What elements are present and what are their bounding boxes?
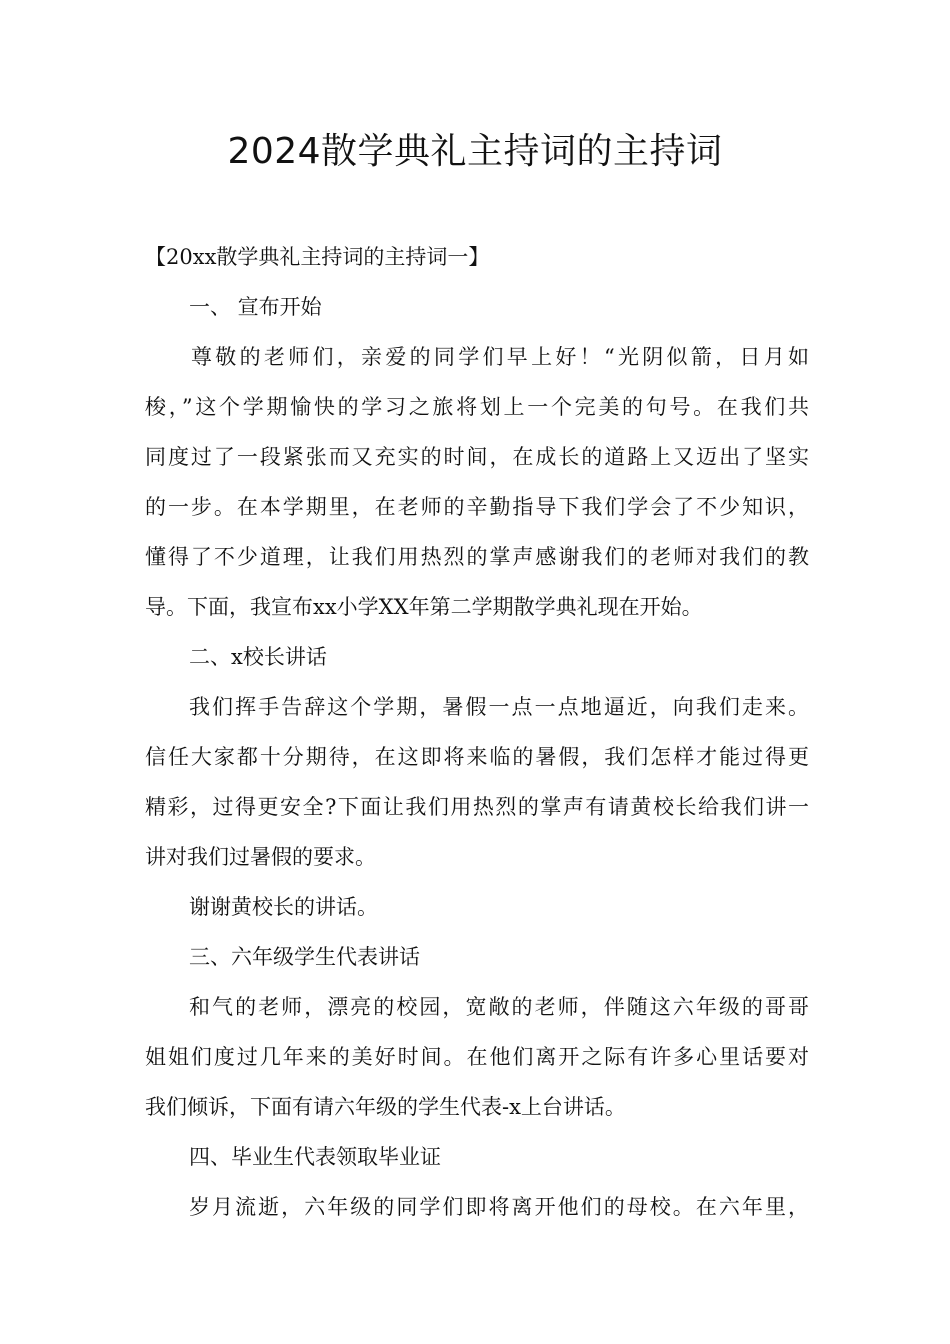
paragraph-line: 导。下面，我宣布xx小学XX年第二学期散学典礼现在开始。 <box>145 595 703 619</box>
paragraph-line: 梭，”这个学期愉快的学习之旅将划上一个完美的句号。在我们共 <box>145 395 809 419</box>
paragraph-line: 精彩，过得更安全?下面让我们用热烈的掌声有请黄校长给我们讲一 <box>145 795 809 819</box>
document-title: 2024散学典礼主持词的主持词 <box>227 131 723 172</box>
paragraph-line: 讲对我们过暑假的要求。 <box>145 845 376 869</box>
paragraph-line: 懂得了不少道理，让我们用热烈的掌声感谢我们的老师对我们的教 <box>145 545 809 569</box>
section-label: 【20xx散学典礼主持词的主持词一】 <box>145 245 490 269</box>
heading-4: 四、毕业生代表领取毕业证 <box>189 1145 441 1169</box>
paragraph-line: 同度过了一段紧张而又充实的时间，在成长的道路上又迈出了坚实 <box>145 445 809 469</box>
heading-3: 三、六年级学生代表讲话 <box>189 945 420 969</box>
paragraph-line: 姐姐们度过几年来的美好时间。在他们离开之际有许多心里话要对 <box>145 1045 809 1069</box>
heading-2: 二、x校长讲话 <box>189 645 327 669</box>
paragraph-line: 尊敬的老师们，亲爱的同学们早上好！“光阴似箭，日月如 <box>191 345 809 369</box>
paragraph-line: 岁月流逝，六年级的同学们即将离开他们的母校。在六年里， <box>189 1195 809 1219</box>
heading-1: 一、 宣布开始 <box>189 295 322 319</box>
paragraph-line: 我们倾诉，下面有请六年级的学生代表-x上台讲话。 <box>145 1095 626 1119</box>
paragraph-line: 和气的老师，漂亮的校园，宽敞的老师，伴随这六年级的哥哥 <box>189 995 809 1019</box>
document-body <box>145 232 809 1232</box>
paragraph-line: 谢谢黄校长的讲话。 <box>189 895 378 919</box>
paragraph-line: 我们挥手告辞这个学期，暑假一点一点地逼近，向我们走来。 <box>189 695 809 719</box>
paragraph-line: 信任大家都十分期待，在这即将来临的暑假，我们怎样才能过得更 <box>145 745 809 769</box>
paragraph-line: 的一步。在本学期里，在老师的辛勤指导下我们学会了不少知识， <box>145 495 809 519</box>
